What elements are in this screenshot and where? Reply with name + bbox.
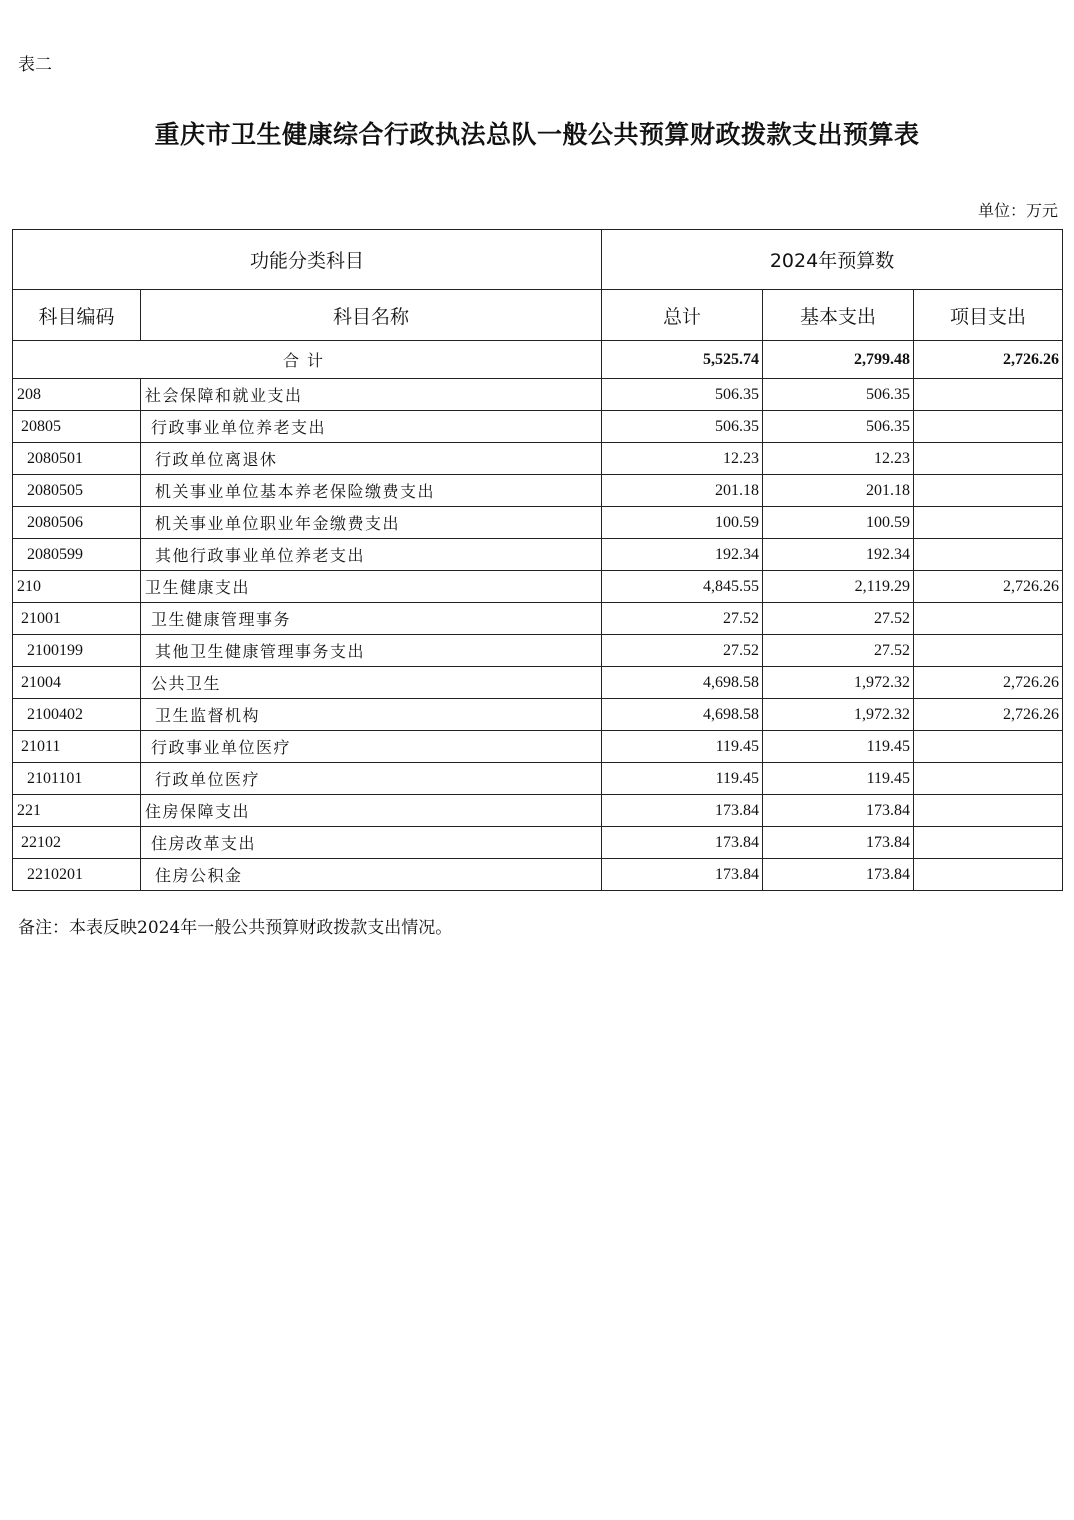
row-total: 4,845.55	[602, 571, 763, 603]
row-project	[914, 763, 1063, 795]
category-group-header: 功能分类科目	[13, 230, 602, 290]
table-row	[13, 443, 1063, 475]
row-code: 21011	[13, 731, 141, 763]
row-basic: 1,972.32	[763, 667, 914, 699]
table-row	[13, 859, 1063, 891]
row-project	[914, 731, 1063, 763]
row-total: 12.23	[602, 443, 763, 475]
row-basic: 173.84	[763, 795, 914, 827]
table-row	[13, 507, 1063, 539]
row-name: 卫生监督机构	[141, 699, 602, 731]
row-code: 221	[13, 795, 141, 827]
row-total: 173.84	[602, 859, 763, 891]
row-project	[914, 411, 1063, 443]
table-row	[13, 763, 1063, 795]
row-name: 行政单位离退休	[141, 443, 602, 475]
column-header-name: 科目名称	[141, 290, 602, 341]
row-basic: 27.52	[763, 603, 914, 635]
row-name: 卫生健康支出	[141, 571, 602, 603]
row-total: 173.84	[602, 795, 763, 827]
row-code: 22102	[13, 827, 141, 859]
row-project: 2,726.26	[914, 699, 1063, 731]
budget-group-header: 2024年预算数	[602, 230, 1063, 290]
row-basic: 192.34	[763, 539, 914, 571]
row-basic: 119.45	[763, 763, 914, 795]
row-total: 4,698.58	[602, 667, 763, 699]
row-basic: 119.45	[763, 731, 914, 763]
row-basic: 27.52	[763, 635, 914, 667]
column-header-row	[13, 290, 1063, 341]
row-basic: 173.84	[763, 859, 914, 891]
row-name: 其他卫生健康管理事务支出	[141, 635, 602, 667]
row-code: 2100199	[13, 635, 141, 667]
table-row	[13, 603, 1063, 635]
unit-label: 单位：万元	[977, 201, 1058, 220]
row-basic: 506.35	[763, 379, 914, 411]
row-basic: 201.18	[763, 475, 914, 507]
page-title: 重庆市卫生健康综合行政执法总队一般公共预算财政拨款支出预算表	[154, 120, 920, 149]
group-header-row	[13, 230, 1063, 290]
total-row	[13, 341, 1063, 379]
total-project-value: 2,726.26	[914, 341, 1063, 379]
row-code: 2080505	[13, 475, 141, 507]
table-row	[13, 731, 1063, 763]
table-row	[13, 795, 1063, 827]
row-project	[914, 379, 1063, 411]
table-row	[13, 379, 1063, 411]
row-name: 公共卫生	[141, 667, 602, 699]
row-basic: 12.23	[763, 443, 914, 475]
table-row	[13, 635, 1063, 667]
row-name: 住房保障支出	[141, 795, 602, 827]
row-total: 173.84	[602, 827, 763, 859]
row-code: 21004	[13, 667, 141, 699]
row-name: 行政事业单位医疗	[141, 731, 602, 763]
row-name: 行政事业单位养老支出	[141, 411, 602, 443]
row-basic: 506.35	[763, 411, 914, 443]
row-code: 2080501	[13, 443, 141, 475]
row-project: 2,726.26	[914, 571, 1063, 603]
table-row	[13, 411, 1063, 443]
row-name: 社会保障和就业支出	[141, 379, 602, 411]
row-project	[914, 475, 1063, 507]
row-basic: 1,972.32	[763, 699, 914, 731]
row-code: 2101101	[13, 763, 141, 795]
row-name: 其他行政事业单位养老支出	[141, 539, 602, 571]
row-total: 506.35	[602, 411, 763, 443]
row-project	[914, 603, 1063, 635]
column-header-code: 科目编码	[13, 290, 141, 341]
row-name: 行政单位医疗	[141, 763, 602, 795]
row-total: 119.45	[602, 763, 763, 795]
row-total: 119.45	[602, 731, 763, 763]
row-code: 2100402	[13, 699, 141, 731]
row-name: 住房改革支出	[141, 827, 602, 859]
row-project	[914, 539, 1063, 571]
row-name: 机关事业单位职业年金缴费支出	[141, 507, 602, 539]
table-row	[13, 827, 1063, 859]
total-value: 5,525.74	[602, 341, 763, 379]
table-row	[13, 539, 1063, 571]
row-total: 100.59	[602, 507, 763, 539]
table-row	[13, 571, 1063, 603]
row-total: 192.34	[602, 539, 763, 571]
table-row	[13, 667, 1063, 699]
footnote: 备注：本表反映2024年一般公共预算财政拨款支出情况。	[18, 918, 453, 938]
column-header-total: 总计	[602, 290, 763, 341]
row-code: 21001	[13, 603, 141, 635]
budget-table	[12, 229, 1063, 891]
total-label: 合计	[13, 341, 602, 379]
table-row	[13, 475, 1063, 507]
row-project	[914, 859, 1063, 891]
row-basic: 173.84	[763, 827, 914, 859]
row-code: 2080599	[13, 539, 141, 571]
row-project	[914, 795, 1063, 827]
row-code: 20805	[13, 411, 141, 443]
row-project	[914, 443, 1063, 475]
table-row	[13, 699, 1063, 731]
column-header-project: 项目支出	[914, 290, 1063, 341]
row-name: 住房公积金	[141, 859, 602, 891]
row-total: 506.35	[602, 379, 763, 411]
row-project	[914, 827, 1063, 859]
row-basic: 100.59	[763, 507, 914, 539]
row-project: 2,726.26	[914, 667, 1063, 699]
row-name: 卫生健康管理事务	[141, 603, 602, 635]
column-header-basic: 基本支出	[763, 290, 914, 341]
row-total: 27.52	[602, 603, 763, 635]
row-total: 27.52	[602, 635, 763, 667]
row-basic: 2,119.29	[763, 571, 914, 603]
row-code: 2210201	[13, 859, 141, 891]
row-code: 208	[13, 379, 141, 411]
table-number: 表二	[18, 55, 52, 75]
total-basic-value: 2,799.48	[763, 341, 914, 379]
row-total: 4,698.58	[602, 699, 763, 731]
row-code: 2080506	[13, 507, 141, 539]
row-code: 210	[13, 571, 141, 603]
row-name: 机关事业单位基本养老保险缴费支出	[141, 475, 602, 507]
row-project	[914, 635, 1063, 667]
row-total: 201.18	[602, 475, 763, 507]
row-project	[914, 507, 1063, 539]
